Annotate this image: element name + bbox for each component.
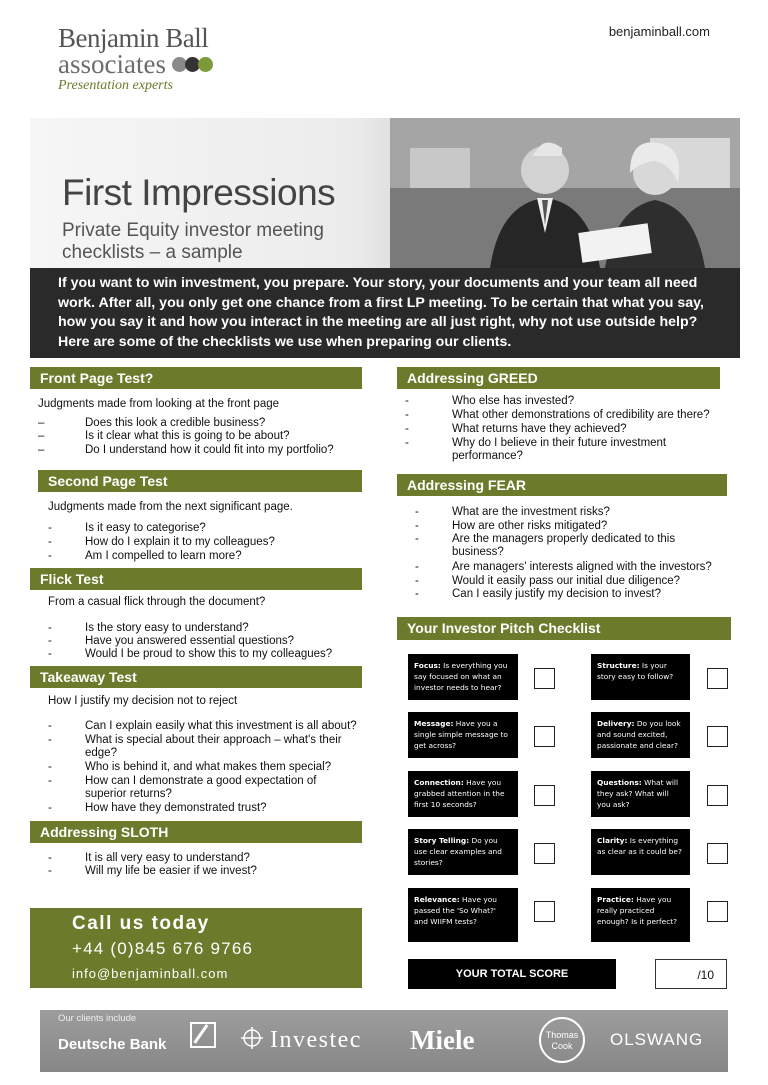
flick-test-header: Flick Test: [30, 568, 362, 590]
checklist-item-message: Message: Have you a single simple message to get across?: [408, 712, 518, 758]
client-olswang: OLSWANG: [610, 1030, 704, 1049]
client-deutsche-bank: Deutsche Bank: [58, 1036, 167, 1053]
checklist-item-questions: Questions: What will they ask? What will you ask?: [591, 771, 690, 817]
list-item: Why do I believe in their future investment performance?: [452, 437, 667, 462]
front-page-intro: Judgments made from looking at the front page: [38, 398, 280, 410]
list-item: How have they demonstrated trust?: [85, 802, 267, 814]
list-item: Are the managers properly dedicated to this business?: [452, 533, 676, 558]
list-item: How are other risks mitigated?: [452, 520, 608, 532]
call-us-title: Call us today: [72, 913, 210, 934]
list-item: Can I easily justify my decision to invest?: [452, 588, 662, 600]
list-item: Have you answered essential questions?: [85, 635, 295, 647]
checkbox-connection[interactable]: [534, 785, 555, 806]
list-item: Is it easy to categorise?: [85, 522, 206, 534]
list-item: Would I be proud to show this to my colleagues?: [85, 648, 333, 660]
logo-dots-icon: [172, 57, 211, 72]
list-item: Who else has invested?: [452, 395, 575, 407]
business-people-photo-icon: [390, 118, 740, 268]
checklist-item-clarity: Clarity: Is everything as clear as it could be?: [591, 829, 690, 875]
pitch-checklist-header: Your Investor Pitch Checklist: [397, 617, 731, 640]
list-item: How do I explain it to my colleagues?: [85, 536, 275, 548]
flick-intro: From a casual flick through the document?: [48, 596, 266, 608]
clients-label: Our clients include: [58, 1013, 137, 1024]
total-score-label: YOUR TOTAL SCORE: [408, 959, 616, 989]
list-item: Are managers' interests aligned with the investors?: [452, 561, 712, 573]
company-logo: [58, 24, 248, 96]
checklist-item-relevance: Relevance: Have you passed the 'So What?' and WIIFM tests?: [408, 888, 518, 942]
intro-text: If you want to win investment, you prepare. Your story, your documents and your team all need work. After all, you only get one chance from a first LP meeting. To be certain that what you say, how you say it and how you interact in the meeting are all just right, why not use outside help? Here are some of the checklists we use when preparing our clients.: [58, 275, 704, 350]
checkbox-structure[interactable]: [707, 668, 728, 689]
list-item: How can I demonstrate a good expectation of superior returns?: [85, 775, 317, 800]
checkbox-message[interactable]: [534, 726, 555, 747]
list-item: Can I explain easily what this investment is all about?: [85, 720, 357, 732]
list-item: Is the story easy to understand?: [85, 622, 249, 634]
addressing-greed-header: Addressing GREED: [397, 367, 720, 389]
list-item: Am I compelled to learn more?: [85, 550, 242, 562]
front-page-test-header: Front Page Test?: [30, 367, 362, 389]
checkbox-practice[interactable]: [707, 901, 728, 922]
client-thomas-cook: Thomas Cook: [539, 1017, 585, 1063]
list-item: Who is behind it, and what makes them special?: [85, 761, 332, 773]
checkbox-story-telling[interactable]: [534, 843, 555, 864]
checklist-item-delivery: Delivery: Do you look and sound excited, passionate and clear?: [591, 712, 690, 758]
checkbox-questions[interactable]: [707, 785, 728, 806]
list-item: Do I understand how it could fit into my portfolio?: [85, 444, 334, 456]
second-page-intro: Judgments made from the next significant page.: [48, 501, 293, 513]
email-link[interactable]: info@benjaminball.com: [72, 966, 229, 981]
site-url[interactable]: benjaminball.com: [608, 24, 710, 39]
checkbox-delivery[interactable]: [707, 726, 728, 747]
page-subtitle: Private Equity investor meeting checklists – a sample: [62, 220, 324, 263]
takeaway-test-header: Takeaway Test: [30, 666, 362, 688]
checkbox-relevance[interactable]: [534, 901, 555, 922]
logo-line1: Benjamin Ball: [58, 23, 209, 53]
checkbox-clarity[interactable]: [707, 843, 728, 864]
checklist-item-story-telling: Story Telling: Do you use clear examples and stories?: [408, 829, 518, 875]
checklist-item-structure: Structure: Is your story easy to follow?: [591, 654, 690, 700]
logo-line2: associates: [58, 49, 166, 79]
checklist-item-connection: Connection: Have you grabbed attention in the first 10 seconds?: [408, 771, 518, 817]
list-item: What returns have they achieved?: [452, 423, 627, 435]
checkbox-focus[interactable]: [534, 668, 555, 689]
addressing-fear-header: Addressing FEAR: [397, 474, 727, 496]
client-investec: Investec: [270, 1027, 362, 1053]
list-item: Would it easily pass our initial due diligence?: [452, 575, 681, 587]
list-item: Does this look a credible business?: [85, 417, 266, 429]
list-item: It is all very easy to understand?: [85, 852, 250, 864]
phone-number[interactable]: +44 (0)845 676 9766: [72, 939, 254, 958]
logo-tagline: Presentation experts: [58, 78, 173, 93]
addressing-sloth-header: Addressing SLOTH: [30, 821, 362, 843]
second-page-test-header: Second Page Test: [38, 470, 362, 492]
checklist-item-focus: Focus: Is everything you say focused on what an investor needs to hear?: [408, 654, 518, 700]
list-item: Is it clear what this is going to be about?: [85, 430, 290, 442]
checklist-item-practice: Practice: Have you really practiced enough? Is it perfect?: [591, 888, 690, 942]
list-item: What other demonstrations of credibility are there?: [452, 409, 710, 421]
list-item: What is special about their approach – what's their edge?: [85, 734, 342, 759]
page-title: First Impressions: [62, 172, 336, 213]
client-miele: Miele: [410, 1025, 475, 1055]
list-item: Will my life be easier if we invest?: [85, 865, 257, 877]
list-item: What are the investment risks?: [452, 506, 610, 518]
takeaway-intro: How I justify my decision not to reject: [48, 695, 238, 707]
investec-logo-icon: [240, 1026, 264, 1050]
total-score-field[interactable]: /10: [655, 959, 727, 989]
